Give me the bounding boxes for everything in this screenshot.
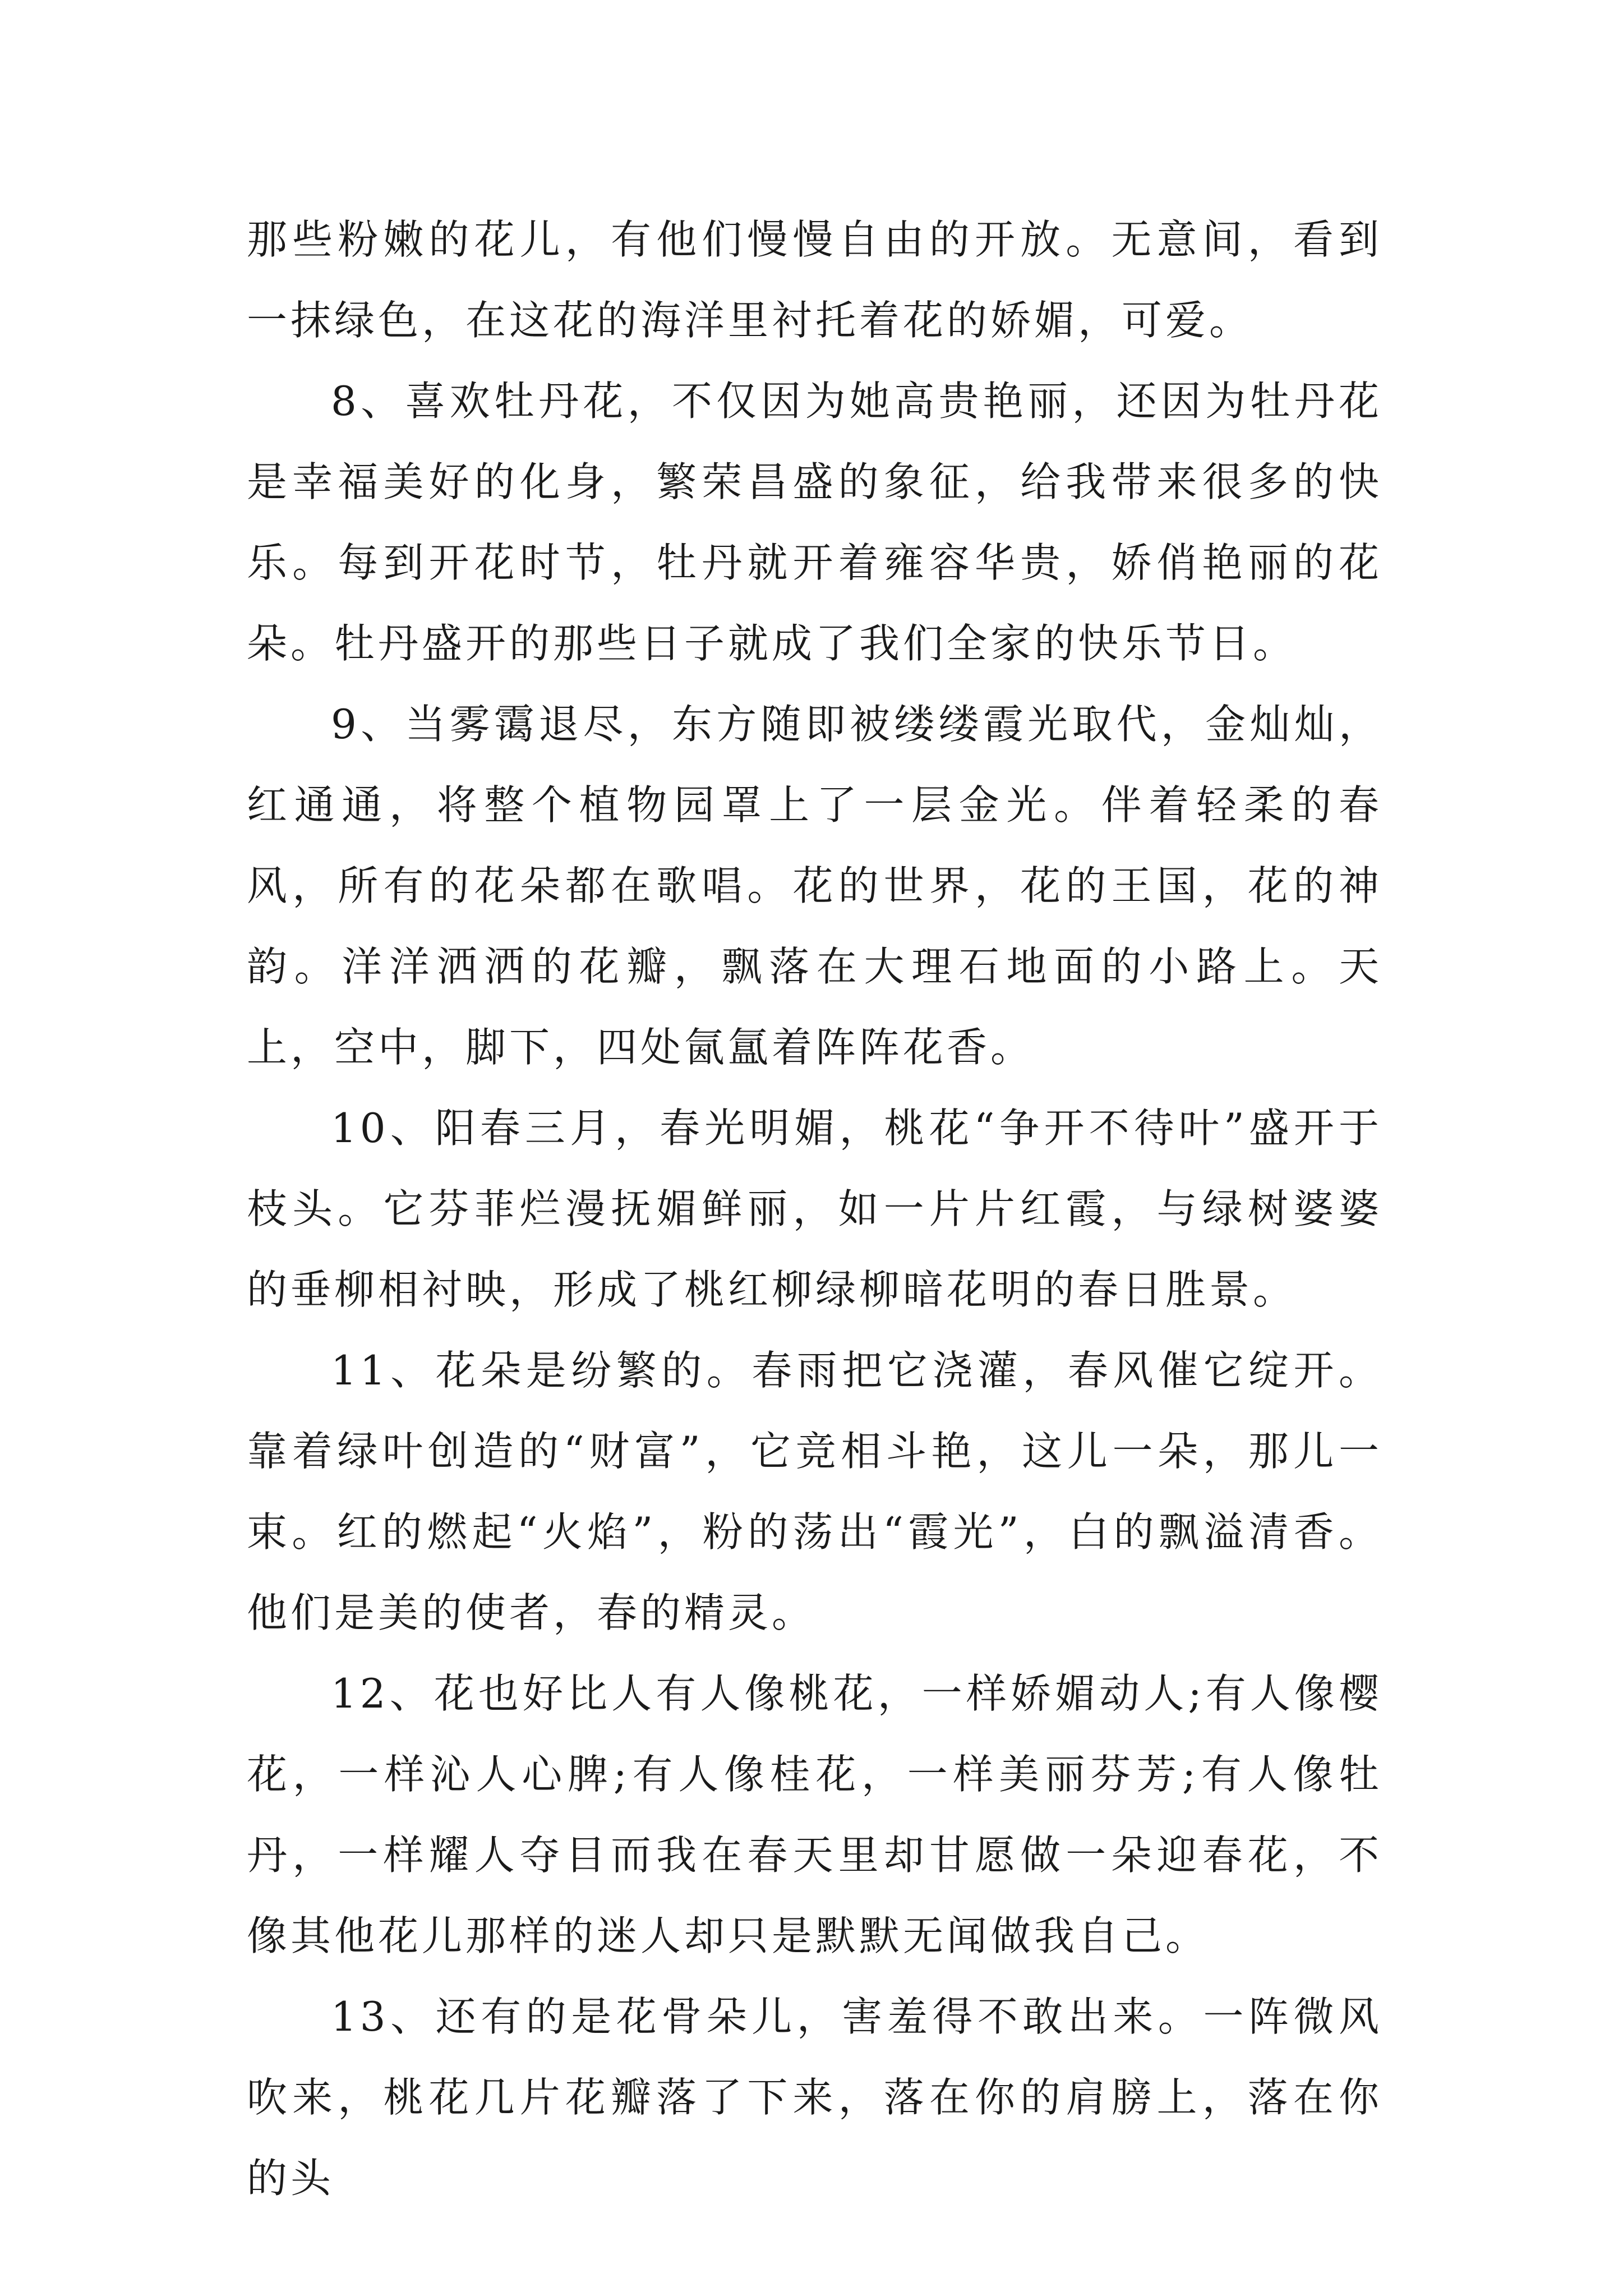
paragraph-12: 12、花也好比人有人像桃花，一样娇媚动人;有人像樱花，一样沁人心脾;有人像桂花，一样美丽芬芳;有人像牡丹，一样耀人夺目而我在春天里却甘愿做一朵迎春花，不像其他花儿那样的迷人却只是默默无闻做我自己。	[247, 1670, 1382, 1959]
paragraph-13: 13、还有的是花骨朵儿，害羞得不敢出来。一阵微风吹来，桃花几片花瓣落了下来，落在你的肩膀上，落在你的头	[247, 1993, 1382, 2202]
paragraph-10: 10、阳春三月，春光明媚，桃花“争开不待叶”盛开于枝头。它芬菲烂漫抚媚鲜丽，如一片片红霞，与绿树婆婆的垂柳相衬映，形成了桃红柳绿柳暗花明的春日胜景。	[247, 1105, 1382, 1313]
paragraph-continued: 那些粉嫩的花儿，有他们慢慢自由的开放。无意间，看到一抹绿色，在这花的海洋里衬托着花的娇媚，可爱。	[247, 216, 1382, 344]
paragraph-9: 9、当雾霭退尽，东方随即被缕缕霞光取代，金灿灿，红通通，将整个植物园罩上了一层金光。伴着轻柔的春风，所有的花朵都在歌唱。花的世界，花的王国，花的神韵。洋洋洒洒的花瓣，飘落在大理石地面的小路上。天上，空中，脚下，四处氤氲着阵阵花香。	[247, 701, 1382, 1071]
document-body	[247, 199, 1382, 2219]
paragraph-11: 11、花朵是纷繁的。春雨把它浇灌，春风催它绽开。靠着绿叶创造的“财富”，它竞相斗艳，这儿一朵，那儿一束。红的燃起“火焰”，粉的荡出“霞光”，白的飘溢清香。他们是美的使者，春的精灵。	[247, 1347, 1382, 1636]
paragraph-8: 8、喜欢牡丹花，不仅因为她高贵艳丽，还因为牡丹花是幸福美好的化身，繁荣昌盛的象征，给我带来很多的快乐。每到开花时节，牡丹就开着雍容华贵，娇俏艳丽的花朵。牡丹盛开的那些日子就成了我们全家的快乐节日。	[247, 378, 1382, 667]
